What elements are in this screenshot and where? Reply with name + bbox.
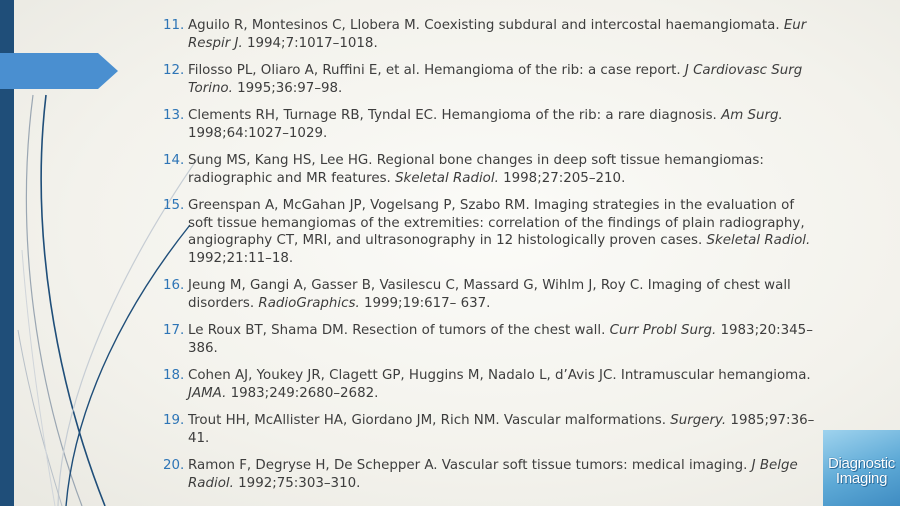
reference-number: 12. xyxy=(163,63,185,78)
reference-number: 20. xyxy=(163,458,185,473)
citation: 1985;97:36–41. xyxy=(188,413,815,446)
journal-name: RadioGraphics. xyxy=(258,295,360,311)
citation: 1998;27:205–210. xyxy=(498,170,626,186)
citation: 1995;36:97–98. xyxy=(232,80,343,96)
reference-number: 19. xyxy=(163,413,185,428)
reference-number: 16. xyxy=(163,278,185,293)
citation: 1998;64:1027–1029. xyxy=(188,125,328,141)
reference-item xyxy=(163,367,823,402)
journal-name: J Belge Radiol. xyxy=(188,458,798,491)
reference-number: 17. xyxy=(163,323,185,338)
reference-item xyxy=(163,17,823,52)
reference-text: Cohen AJ, Youkey JR, Clagett GP, Huggins M, Nadalo L, d’Avis JC. Intramuscular hemangioma. xyxy=(188,368,811,383)
reference-item xyxy=(163,152,823,187)
diagnostic-imaging-logo xyxy=(823,430,900,506)
reference-text: Sung MS, Kang HS, Lee HG. Regional bone changes in deep soft tissue hemangiomas: radiographic and MR features. xyxy=(188,153,764,186)
reference-text: Le Roux BT, Shama DM. Resection of tumors of the chest wall. xyxy=(188,323,610,338)
logo-text-line2: Imaging xyxy=(835,470,888,487)
reference-item xyxy=(163,107,823,142)
reference-list xyxy=(163,17,823,502)
reference-text: Greenspan A, McGahan JP, Vogelsang P, Szabo RM. Imaging strategies in the evaluation of soft tissue hemangiomas of the extremities: correlation of the findings of plain radiography, angiography CT, MRI, and ultrasonography in 12 histologically proven cases. xyxy=(188,198,805,248)
journal-name: Eur Respir J. xyxy=(188,18,807,51)
reference-item xyxy=(163,457,823,492)
journal-name: Skeletal Radiol. xyxy=(395,170,499,186)
reference-item xyxy=(163,412,823,447)
logo-text-line1: Diagnostic xyxy=(827,455,896,472)
journal-name: Curr Probl Surg. xyxy=(609,323,717,338)
reference-number: 11. xyxy=(163,18,185,33)
reference-text: Filosso PL, Oliaro A, Ruffini E, et al. Hemangioma of the rib: a case report. xyxy=(188,63,685,78)
journal-name: Skeletal Radiol. xyxy=(706,233,811,248)
citation: 1983;20:345–386. xyxy=(188,323,813,356)
journal-name: JAMA. xyxy=(188,385,227,401)
citation: 1992;75:303–310. xyxy=(233,475,361,491)
reference-text: Ramon F, Degryse H, De Schepper A. Vascular soft tissue tumors: medical imaging. xyxy=(188,458,752,473)
reference-item xyxy=(163,62,823,97)
citation: 1999;19:617– 637. xyxy=(359,295,491,311)
arrow-shape xyxy=(0,53,118,89)
reference-number: 15. xyxy=(163,198,185,213)
reference-number: 14. xyxy=(163,153,185,168)
reference-text: Jeung M, Gangi A, Gasser B, Vasilescu C, Massard G, Wihlm J, Roy C. Imaging of chest wall disorders. xyxy=(188,278,791,311)
citation: 1992;21:11–18. xyxy=(188,250,294,266)
journal-name: Am Surg. xyxy=(721,108,783,123)
reference-number: 13. xyxy=(163,108,185,123)
reference-text: Clements RH, Turnage RB, Tyndal EC. Hemangioma of the rib: a rare diagnosis. xyxy=(188,108,722,123)
reference-number: 18. xyxy=(163,368,185,383)
reference-text: Aguilo R, Montesinos C, Llobera M. Coexisting subdural and intercostal haemangiomata. xyxy=(188,18,784,33)
reference-item xyxy=(163,322,823,357)
citation: 1983;249:2680–2682. xyxy=(226,385,379,401)
journal-name: Surgery. xyxy=(670,413,727,428)
journal-name: J Cardiovasc Surg Torino. xyxy=(188,63,803,96)
reference-text: Trout HH, McAllister HA, Giordano JM, Rich NM. Vascular malformations. xyxy=(188,413,671,428)
citation: 1994;7:1017–1018. xyxy=(242,35,378,51)
reference-item xyxy=(163,277,823,312)
reference-item xyxy=(163,197,823,267)
